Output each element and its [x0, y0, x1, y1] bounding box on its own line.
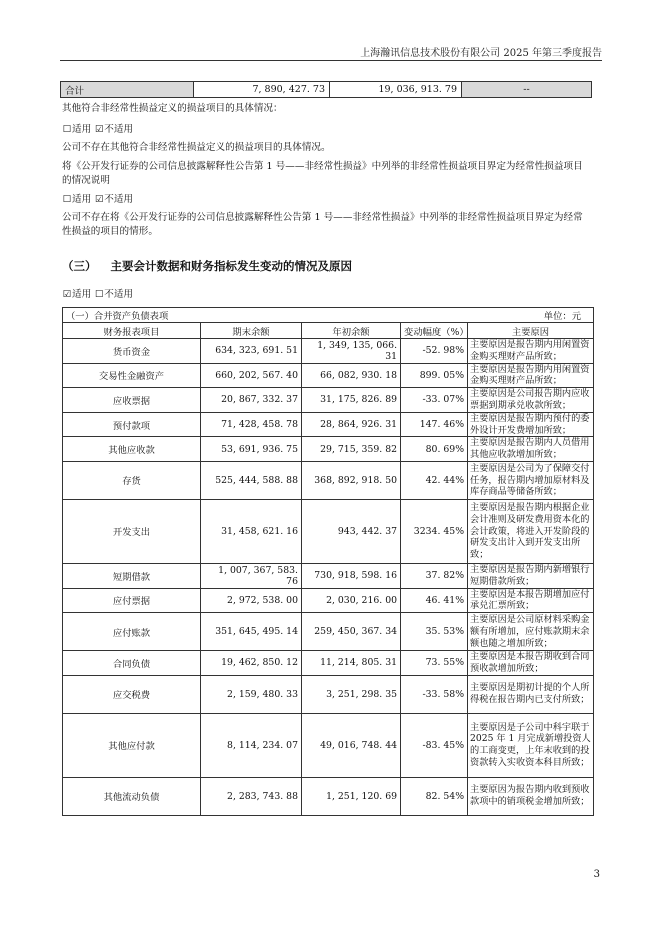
row-begin-balance: 1, 349, 135, 066. 31: [302, 339, 401, 364]
row-reason: 主要原因是报告期内新增银行短期借款所致；: [468, 563, 594, 588]
row-change: 46. 41%: [401, 588, 468, 613]
not-applicable-label: 不适用: [104, 289, 134, 300]
table-caption: （一）合并资产负债表项: [63, 308, 401, 323]
checked-box-icon: ☑: [94, 194, 104, 205]
row-item: 其他应付款: [63, 713, 201, 777]
checked-box-icon: ☑: [94, 124, 104, 135]
row-item: 其他流动负债: [63, 777, 201, 815]
row-reason: 主要原因为报告期内收到预收款项中的销项税金增加所致；: [468, 777, 594, 815]
row-end-balance: 20, 867, 332. 37: [201, 388, 302, 413]
row-item: 应付票据: [63, 588, 201, 613]
row-change: -52. 98%: [401, 339, 468, 364]
row-change: 82. 54%: [401, 777, 468, 815]
checkbox-line-1: [62, 123, 592, 137]
row-item: 存货: [63, 461, 201, 499]
table-row: [63, 613, 594, 651]
row-change: 899. 05%: [401, 363, 468, 388]
row-reason: 主要原因是报告期内预付的委外设计开发费增加所致；: [468, 412, 594, 437]
row-change: -33. 07%: [401, 388, 468, 413]
unchecked-box-icon: ☐: [62, 194, 72, 205]
row-reason: 主要原因是报告期内人员借用其他应收款增加所致；: [468, 437, 594, 462]
section-checkbox-line: [62, 288, 592, 302]
row-item: 短期借款: [63, 563, 201, 588]
table-caption-row: [63, 308, 594, 323]
row-begin-balance: 368, 892, 918. 50: [302, 461, 401, 499]
table-row: [63, 651, 594, 676]
row-end-balance: 2, 972, 538. 00: [201, 588, 302, 613]
applicable-label: 适用: [72, 124, 92, 135]
table-row: [63, 388, 594, 413]
row-item: 合同负债: [63, 651, 201, 676]
row-begin-balance: 31, 175, 826. 89: [302, 388, 401, 413]
row-reason: 主要原因是本报告期增加应付承兑汇票所致；: [468, 588, 594, 613]
row-end-balance: 525, 444, 588. 88: [201, 461, 302, 499]
row-item: 交易性金融资产: [63, 363, 201, 388]
row-begin-balance: 259, 450, 367. 34: [302, 613, 401, 651]
paragraph-2: 公司不存在其他符合非经常性损益定义的损益项目的具体情况。: [62, 142, 331, 153]
row-begin-balance: 943, 442. 37: [302, 499, 401, 563]
column-header: 财务报表项目: [63, 323, 201, 339]
row-begin-balance: 730, 918, 598. 16: [302, 563, 401, 588]
paragraph-3: 将《公开发行证券的公司信息披露解释性公告第 1 号——非经常性损益》中列举的非经常性损益项目界定为经常性损益项目的情况说明: [62, 161, 583, 186]
row-change: -33. 58%: [401, 675, 468, 713]
table-row: [63, 363, 594, 388]
table-row: [63, 713, 594, 777]
section-number: （三）: [62, 259, 97, 273]
row-end-balance: 19, 462, 850. 12: [201, 651, 302, 676]
unchecked-box-icon: ☐: [94, 289, 104, 300]
applicable-label: 适用: [72, 289, 92, 300]
row-change: 42. 44%: [401, 461, 468, 499]
row-end-balance: 8, 114, 234. 07: [201, 713, 302, 777]
row-begin-balance: 11, 214, 805. 31: [302, 651, 401, 676]
table-row: [63, 499, 594, 563]
row-change: 147. 46%: [401, 412, 468, 437]
total-row: [61, 82, 592, 98]
row-item: 其他应收款: [63, 437, 201, 462]
row-begin-balance: 66, 082, 930. 18: [302, 363, 401, 388]
row-reason: 主要原因是期初计提的个人所得税在报告期内已支付所致；: [468, 675, 594, 713]
row-change: 80. 69%: [401, 437, 468, 462]
table-unit: 单位：元: [401, 308, 594, 323]
table-row: [63, 412, 594, 437]
not-applicable-label: 不适用: [104, 124, 134, 135]
row-change: 35. 53%: [401, 613, 468, 651]
row-end-balance: 2, 283, 743. 88: [201, 777, 302, 815]
paragraph-4: 公司不存在将《公开发行证券的公司信息披露解释性公告第 1 号——非经常性损益》中列举的非经常性损益项目界定为经常性损益的项目的情形。: [62, 212, 583, 237]
table-row: [63, 461, 594, 499]
row-begin-balance: 1, 251, 120. 69: [302, 777, 401, 815]
row-reason: 主要原因是本报告期收到合同预收款增加所致；: [468, 651, 594, 676]
row-item: 开发支出: [63, 499, 201, 563]
total-previous: 19, 036, 913. 79: [330, 82, 462, 98]
row-end-balance: 31, 458, 621. 16: [201, 499, 302, 563]
checkbox-line-2: [62, 193, 592, 207]
row-end-balance: 634, 323, 691. 51: [201, 339, 302, 364]
row-item: 应交税费: [63, 675, 201, 713]
row-item: 预付款项: [63, 412, 201, 437]
table-row: [63, 675, 594, 713]
not-applicable-label: 不适用: [104, 194, 134, 205]
row-change: 37. 82%: [401, 563, 468, 588]
row-item: 应收票据: [63, 388, 201, 413]
applicable-label: 适用: [72, 194, 92, 205]
row-reason: 主要原因是子公司中科宇联于 2025 年 1 月完成新增投资人的工商变更，上年末收到的投资款转入实收资本科目所致；: [468, 713, 594, 777]
column-header: 年初余额: [302, 323, 401, 339]
total-row-table: [60, 81, 592, 98]
balance-sheet-table: [62, 307, 594, 816]
total-note: --: [462, 82, 592, 98]
row-end-balance: 2, 159, 480. 33: [201, 675, 302, 713]
row-change: -83. 45%: [401, 713, 468, 777]
row-end-balance: 660, 202, 567. 40: [201, 363, 302, 388]
row-reason: 主要原因是公司报告期内应收票据到期承兑收款所致；: [468, 388, 594, 413]
row-item: 应付账款: [63, 613, 201, 651]
row-begin-balance: 2, 030, 216. 00: [302, 588, 401, 613]
table-row: [63, 777, 594, 815]
row-change: 3234. 45%: [401, 499, 468, 563]
table-row: [63, 588, 594, 613]
row-reason: 主要原因是报告期内用闲置资金购买理财产品所致；: [468, 363, 594, 388]
total-label: 合计: [61, 82, 194, 98]
column-header: 期末余额: [201, 323, 302, 339]
table-header-row: [63, 323, 594, 339]
column-header: 变动幅度（%）: [401, 323, 468, 339]
row-change: 73. 55%: [401, 651, 468, 676]
row-begin-balance: 28, 864, 926. 31: [302, 412, 401, 437]
header-divider: [60, 60, 602, 61]
row-item: 货币资金: [63, 339, 201, 364]
row-begin-balance: 3, 251, 298. 35: [302, 675, 401, 713]
table-row: [63, 437, 594, 462]
row-reason: 主要原因是公司原材料采购金额有所增加，应付账款期末余额也随之增加所致；: [468, 613, 594, 651]
row-end-balance: 351, 645, 495. 14: [201, 613, 302, 651]
row-reason: 主要原因是公司为了保障交付任务，报告期内增加原材料及库存商品等储备所致；: [468, 461, 594, 499]
page-number: 3: [593, 869, 600, 880]
checked-box-icon: ☑: [62, 289, 72, 300]
section-title: 主要会计数据和财务指标发生变动的情况及原因: [110, 259, 352, 273]
page-header: 上海瀚讯信息技术股份有限公司 2025 年第三季度报告: [360, 48, 602, 59]
row-begin-balance: 49, 016, 748. 44: [302, 713, 401, 777]
column-header: 主要原因: [468, 323, 594, 339]
row-end-balance: 53, 691, 936. 75: [201, 437, 302, 462]
unchecked-box-icon: ☐: [62, 124, 72, 135]
row-begin-balance: 29, 715, 359. 82: [302, 437, 401, 462]
row-end-balance: 1, 007, 367, 583. 76: [201, 563, 302, 588]
section-heading: [62, 258, 352, 274]
row-end-balance: 71, 428, 458. 78: [201, 412, 302, 437]
total-current: 7, 890, 427. 73: [194, 82, 330, 98]
row-reason: 主要原因是报告期内根据企业会计准则及研发费用资本化的会计政策，将进入开发阶段的研发支出计入到开发支出所致；: [468, 499, 594, 563]
table-row: [63, 563, 594, 588]
paragraph-1: 其他符合非经常性损益定义的损益项目的具体情况：: [62, 103, 283, 114]
table-row: [63, 339, 594, 364]
row-reason: 主要原因是报告期内用闲置资金购买理财产品所致；: [468, 339, 594, 364]
